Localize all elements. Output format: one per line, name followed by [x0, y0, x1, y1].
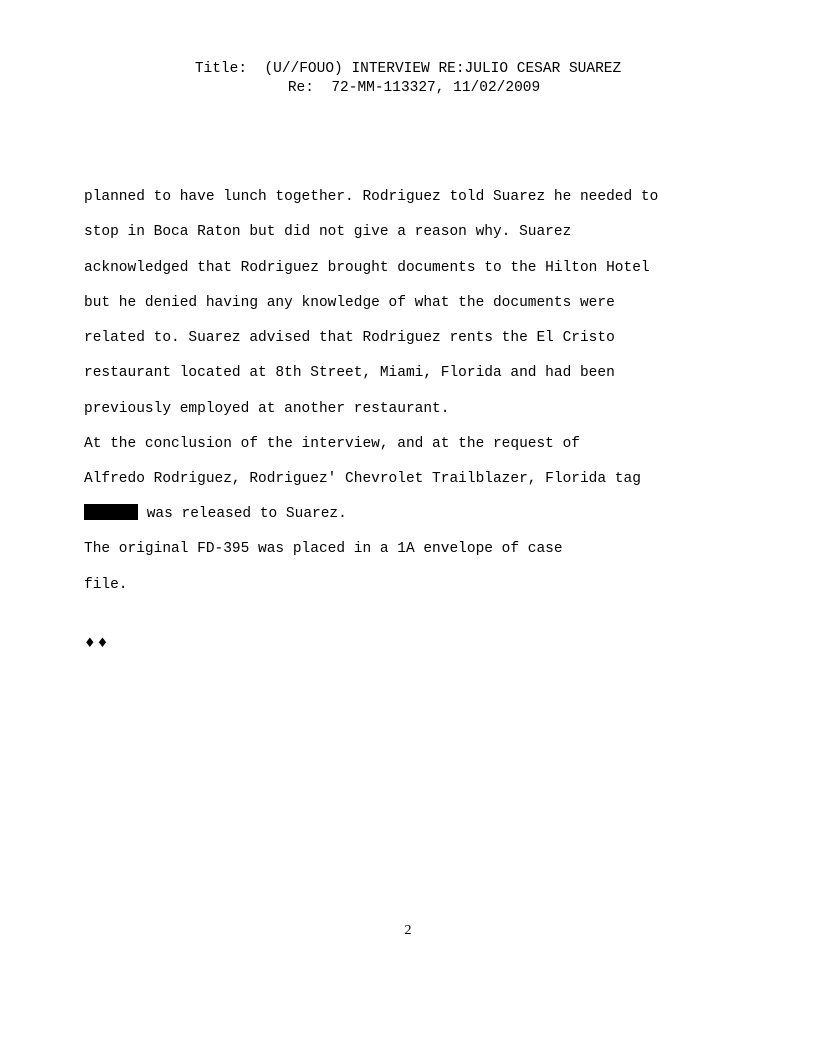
body-line: but he denied having any knowledge of what the documents were — [84, 295, 615, 311]
document-body — [84, 0, 784, 593]
body-line-with-redaction — [84, 504, 347, 524]
body-line: At the conclusion of the interview, and at the request of — [84, 436, 580, 452]
end-of-text-marker: ♦♦ — [84, 636, 110, 651]
body-line: related to. Suarez advised that Rodriguez rents the El Cristo — [84, 330, 615, 346]
body-line: acknowledged that Rodriguez brought documents to the Hilton Hotel — [84, 260, 650, 276]
page-number: 2 — [404, 923, 412, 938]
document-reference: Re: 72-MM-113327, 11/02/2009 — [287, 80, 541, 96]
body-line: stop in Boca Raton but did not give a reason why. Suarez — [84, 224, 572, 240]
body-line: The original FD-395 was placed in a 1A envelope of case — [84, 541, 563, 557]
body-line: planned to have lunch together. Rodriguez told Suarez he needed to — [84, 189, 659, 205]
document-title: Title: (U//FOUO) INTERVIEW RE:JULIO CESAR SUAREZ — [194, 61, 622, 77]
body-line: Alfredo Rodriguez, Rodriguez' Chevrolet Trailblazer, Florida tag — [84, 471, 641, 487]
body-line: file. — [84, 577, 128, 593]
body-line: previously employed at another restaurant. — [84, 401, 450, 417]
body-line: restaurant located at 8th Street, Miami, Florida and had been — [84, 365, 615, 381]
body-line-text: was released to Suarez. — [138, 506, 347, 522]
redaction-block — [84, 504, 138, 520]
